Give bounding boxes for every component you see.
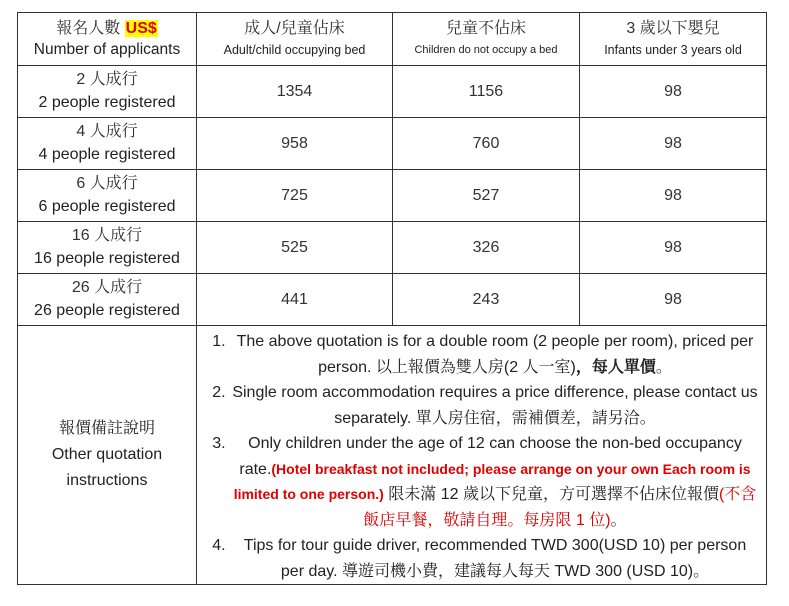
child-price: 527	[393, 170, 580, 222]
child-price: 1156	[393, 66, 580, 118]
breakfast-warning: (Hotel breakfast not included; please arrange on your own Each room is limited to one person.)	[233, 460, 751, 502]
header-child-en: Children do not occupy a bed	[414, 44, 558, 56]
table-row	[18, 170, 767, 222]
child-price: 760	[393, 118, 580, 170]
header-adult-zh: 成人/兒童佔床	[244, 20, 345, 37]
child-price: 326	[393, 222, 580, 274]
row-label-en: 6 people registered	[38, 197, 176, 215]
row-label	[18, 66, 197, 118]
breakfast-warning-zh: (不含飯店早餐，敬請自理。每房限 1 位)	[363, 486, 757, 529]
row-label-zh: 2 人成行	[76, 70, 138, 88]
header-row	[18, 13, 767, 66]
notes-label-zh: 報價備註說明	[58, 420, 155, 437]
header-applicants-en: Number of applicants	[33, 41, 181, 58]
note-item: 3. Only children under the age of 12 can choose the non-bed occupancy rate.(Hotel breakfast not included; please arrange on your own Each room is limited to one person.) 限未滿 12 歲以下兒童，方可選擇不佔床位報價(不含飯店早餐，敬請自理。每房限 1 位)。	[230, 431, 758, 533]
notes-row	[18, 326, 767, 585]
table-row	[18, 274, 767, 326]
row-label-en: 26 people registered	[34, 301, 180, 319]
row-label-en: 4 people registered	[38, 145, 176, 163]
infant-price: 98	[580, 222, 767, 274]
infant-price: 98	[580, 66, 767, 118]
row-label-zh: 4 人成行	[76, 122, 138, 140]
row-label	[18, 222, 197, 274]
header-adult-en: Adult/child occupying bed	[223, 43, 366, 57]
table-row	[18, 66, 767, 118]
notes-label-en-1: Other quotation	[51, 446, 163, 463]
adult-price: 958	[197, 118, 393, 170]
header-infant	[580, 13, 767, 66]
table-row	[18, 118, 767, 170]
infant-price: 98	[580, 118, 767, 170]
row-label-zh: 6 人成行	[76, 174, 138, 192]
header-applicants-zh: 報名人數	[56, 20, 121, 37]
row-label	[18, 274, 197, 326]
row-label-zh: 16 人成行	[71, 226, 143, 244]
row-label	[18, 118, 197, 170]
note-item: 4. Tips for tour guide driver, recommended TWD 300(USD 10) per person per day. 導遊司機小費，建議每人每天 TWD 300 (USD 10)。	[230, 533, 758, 584]
adult-price: 1354	[197, 66, 393, 118]
adult-price: 441	[197, 274, 393, 326]
note-item: 2. Single room accommodation requires a price difference, please contact us separately. 單人房住宿，需補價差，請另洽。	[230, 380, 758, 431]
note-item: 1. The above quotation is for a double room (2 people per room), priced per person. 以上報價為雙人房(2 人一室)，每人單價。	[230, 329, 758, 380]
child-price: 243	[393, 274, 580, 326]
adult-price: 725	[197, 170, 393, 222]
notes-label	[18, 326, 197, 585]
table-row	[18, 222, 767, 274]
notes-content	[197, 326, 767, 585]
header-child-zh: 兒童不佔床	[445, 20, 526, 37]
header-applicants	[18, 13, 197, 66]
header-child	[393, 13, 580, 66]
notes-list	[197, 326, 766, 584]
row-label	[18, 170, 197, 222]
header-infant-en: Infants under 3 years old	[604, 43, 742, 57]
header-adult	[197, 13, 393, 66]
price-table	[17, 12, 767, 585]
adult-price: 525	[197, 222, 393, 274]
row-label-zh: 26 人成行	[71, 278, 143, 296]
row-label-en: 16 people registered	[34, 249, 180, 267]
infant-price: 98	[580, 274, 767, 326]
header-infant-zh: 3 歲以下嬰兒	[626, 20, 720, 37]
infant-price: 98	[580, 170, 767, 222]
notes-label-en-2: instructions	[66, 472, 148, 489]
currency-badge: US$	[125, 20, 157, 37]
row-label-en: 2 people registered	[38, 93, 176, 111]
